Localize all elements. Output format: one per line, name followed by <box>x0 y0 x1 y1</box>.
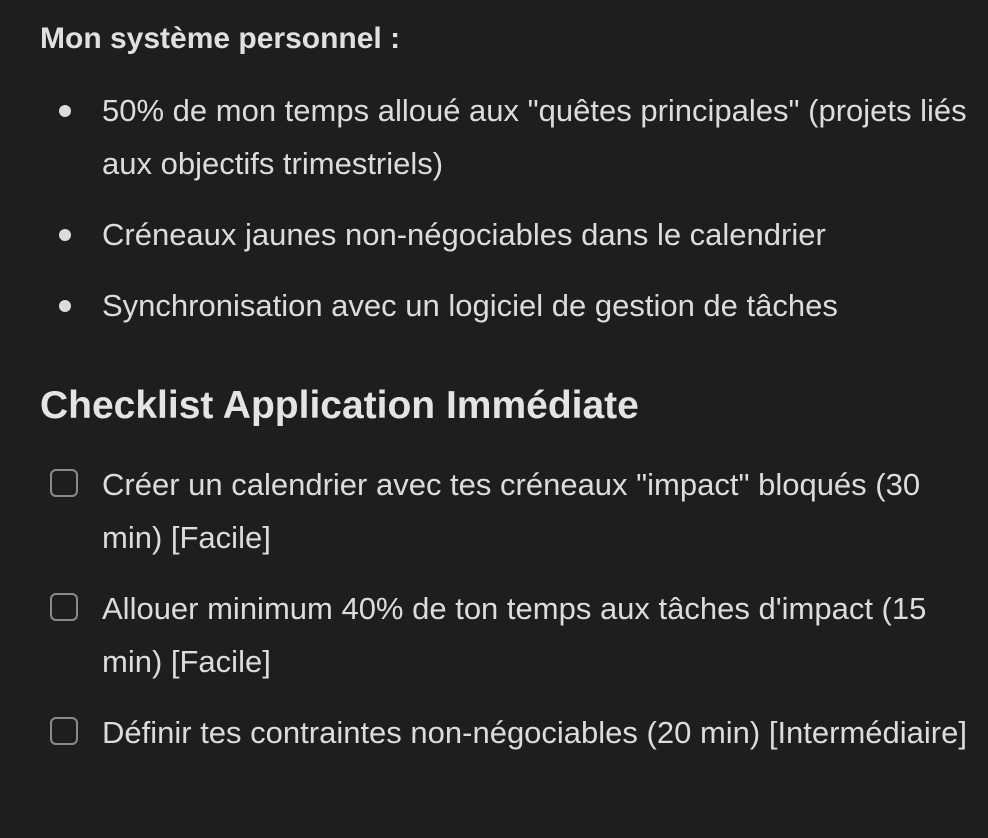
checklist-item-text: Définir tes contraintes non-négociables (20 min) [Intermédiaire] <box>102 715 967 750</box>
checkbox[interactable] <box>50 717 78 745</box>
checklist-item <box>40 706 970 759</box>
bullet-dot-icon <box>59 300 71 312</box>
checklist-item-text: Créer un calendrier avec tes créneaux "impact" bloqués (30 min) [Facile] <box>102 467 921 555</box>
bullet-text: Créneaux jaunes non-négociables dans le calendrier <box>102 217 826 252</box>
bullet-list <box>40 84 970 350</box>
bullet-dot-icon <box>59 229 71 241</box>
section-label: Mon système personnel : <box>40 22 401 55</box>
checkbox[interactable] <box>50 469 78 497</box>
bullet-text: Synchronisation avec un logiciel de gestion de tâches <box>102 288 838 323</box>
bullet-item <box>40 279 970 332</box>
checklist <box>40 458 970 777</box>
checklist-heading: Checklist Application Immédiate <box>40 384 639 427</box>
checkbox[interactable] <box>50 593 78 621</box>
checklist-item <box>40 582 970 688</box>
checklist-item-text: Allouer minimum 40% de ton temps aux tâches d'impact (15 min) [Facile] <box>102 591 927 679</box>
bullet-dot-icon <box>59 105 71 117</box>
checklist-item <box>40 458 970 564</box>
bullet-text: 50% de mon temps alloué aux "quêtes principales" (projets liés aux objectifs trimestriels) <box>102 93 967 181</box>
bullet-item <box>40 208 970 261</box>
bullet-item <box>40 84 970 190</box>
